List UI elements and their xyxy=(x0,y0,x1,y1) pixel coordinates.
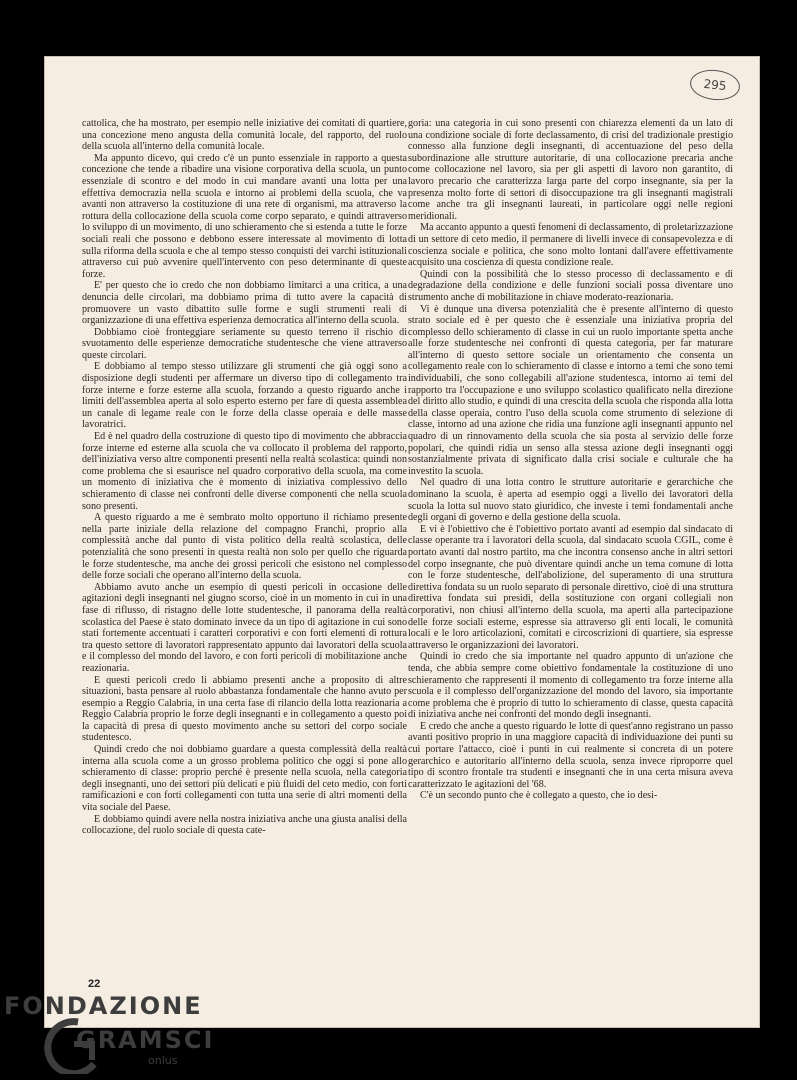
archive-stamp: 295 xyxy=(689,67,742,102)
paragraph: Vi è dunque una diversa potenzialità che è presente all'interno di questo strato sociale ed è per questo che è essenziale una iniziativa propria del complesso dello schieramento di classe in cui un ruolo importante spetta anche alle forze studentesche nei confronti di questa categoria, per far maturare all'interno di questo settore sociale un orientamento che consenta un collegamento reale con lo schieramento di classe e intorno a temi che sono temi individuabili, che sono collegabili all'azione studentesca, intorno ai temi del rapporto tra l'occupazione e uno sviluppo scolastico qualificato nella direzione del diritto allo studio, e quindi di una crescita della scuola che risponda alla lotta della classe operaia, contro l'uso della scuola come strumento di selezione di classe, intorno ad una azione che ridia una funzione agli insegnanti appunto nel quadro di un rinnovamento della scuola che sia posta al servizio delle forze popolari, che quindi ridia un senso alla stessa azione degli insegnanti oggi sostanzialmente privata di significato dalla crisi sociale e culturale che ha investito la scuola. xyxy=(408,303,733,477)
paragraph: E credo che anche a questo riguardo le lotte di quest'anno registrano un passo avanti positivo proprio in una maggiore capacità di individuazione dei punti su cui portare l'attacco, cioè i punti in cui realmente si concreta di un potere gerarchico e autoritario all'interno della scuola, senza invece riproporre quel tipo di scontro frontale tra studenti e insegnanti che in una certa misura aveva caratterizzato le agitazioni del '68. xyxy=(408,720,733,790)
paragraph: Ed è nel quadro della costruzione di questo tipo di movimento che abbraccia forze interne ed esterne alla scuola che va collocato il problema del rapporto, dell'iniziativa verso altre componenti presenti nella realtà scolastica: quindi non come problema che si esaurisce nel quadro corporativo della scuola, ma come un momento di iniziativa che è momento di iniziativa complessivo dello schieramento di classe nei confronti delle diverse componenti che nella scuola sono presenti. xyxy=(82,431,407,512)
right-column xyxy=(408,118,733,802)
paragraph: E dobbiamo quindi avere nella nostra iniziativa anche una giusta analisi della collocazione, del ruolo sociale di questa cate- xyxy=(82,813,407,837)
paragraph: Nel quadro di una lotta contro le strutture autoritarie e gerarchiche che dominano la scuola, è aperta ad esempio oggi a livello dei lavoratori della scuola la lotta sul nuovo stato giuridico, che investe i temi fondamentali anche degli organi di governo e della gestione della scuola. xyxy=(408,477,733,524)
watermark-suffix: onlus xyxy=(148,1054,178,1067)
paragraph: cattolica, che ha mostrato, per esempio nelle iniziative dei comitati di quartiere, una concezione meno angusta della comunità locale, del rapporto, del ruolo della scuola all'interno della comunità locale. xyxy=(82,118,407,153)
paragraph: E dobbiamo al tempo stesso utilizzare gli strumenti che già oggi sono a disposizione degli studenti per affermare un diverso tipo di collegamento tra forze interne e forze esterne alla scuola, forzando a questo riguardo anche i limiti dell'assemblea aperta al solo esperto esterno per fare di questa assemblea un canale di legame reale con le forze della classe operaia e delle masse lavoratrici. xyxy=(82,361,407,431)
page-number: 22 xyxy=(88,978,101,990)
paragraph: Abbiamo avuto anche un esempio di questi pericoli in occasione delle agitazioni degli insegnanti nel giugno scorso, cioè in un momento in cui in una fase di riflusso, di ristagno delle lotte studentesche, il panorama della realtà scolastica del Paese è stato dominato invece da un tipo di agitazione in cui sono stati fortemente accentuati i caratteri corporativi e con forti elementi di rottura tra questo settore di lavoratori rappresentato appunto dai lavoratori della scuola e il complesso del mondo del lavoro, e con forti pericoli di mobilitazione anche reazionaria. xyxy=(82,581,407,674)
watermark-line1: FONDAZIONE xyxy=(4,992,203,1020)
paragraph: Quindi io credo che sia importante nel quadro appunto di un'azione che tenda, che abbia sempre come obiettivo fondamentale la costituzione di uno schieramento che rappresenti il momento di collegamento tra forze interne alla scuola e il complesso dell'organizzazione del mondo del lavoro, sia importante come problema che è proprio di tutto lo schieramento di classe, questa capacità di iniziativa anche nei confronti del mondo degli insegnanti. xyxy=(408,651,733,721)
paragraph: E questi pericoli credo li abbiamo presenti anche a proposito di altre situazioni, basta pensare al ruolo abbastanza fondamentale che hanno avuto per esempio a Reggio Calabria, in una certa fase di rilancio della lotta reazionaria a Reggio Calabria proprio le forze degli insegnanti e in collegamento a questo poi la capacità di presa di questo movimento anche su settori del corpo sociale studentesco. xyxy=(82,674,407,744)
paragraph: Ma accanto appunto a questi fenomeni di declassamento, di proletarizzazione di un settore di ceto medio, il permanere di livelli invece di consapevolezza e di coscienza sociale e politica, che sono molto lontani dall'avere effettivamente acquisito una coscienza di questa condizione reale. xyxy=(408,222,733,269)
paragraph: Dobbiamo cioè fronteggiare seriamente su questo terreno il rischio di svuotamento delle esperienze democratiche studentesche che viene attraverso queste circolari. xyxy=(82,326,407,361)
paragraph: Quindi credo che noi dobbiamo guardare a questa complessità della realtà interna alla scuola come a un grosso problema politico che oggi si pone allo schieramento di classe: proprio perché è presente nella scuola, nella categoria degli insegnanti, uno dei settori più delicati e più fluidi del ceto medio, con forti ramificazioni e con forti collegamenti con tutta una serie di altri momenti della vita sociale del Paese. xyxy=(82,744,407,814)
paragraph: A questo riguardo a me è sembrato molto opportuno il richiamo presente nella parte iniziale della relazione del compagno Franchi, proprio alla complessità anche dal punto di vista politico della realtà scolastica, delle potenzialità che sono presenti in questa realtà non solo per quello che riguarda le forze studentesche, ma anche dei grossi pericoli che esistono nel complesso delle forze sociali che operano all'interno della scuola. xyxy=(82,512,407,582)
paragraph: goria: una categoria in cui sono presenti con chiarezza elementi da un lato di una condizione sociale di forte declassamento, di crisi del tradizionale prestigio connesso alla funzione degli insegnanti, di accentuazione del peso della subordinazione alle strutture autoritarie, di una collocazione precaria anche come collocazione nel lavoro, sia per gli aspetti di lavoro non garantito, di lavoro precario che caratterizza larga parte del corpo insegnante, sia per la presenza molto forte di settori di disoccupazione tra gli insegnanti magistrali come anche tra gli insegnanti laureati, in particolare oggi nelle regioni meridionali. xyxy=(408,118,733,222)
paragraph: C'è un secondo punto che è collegato a questo, che io desi- xyxy=(420,790,658,802)
watermark-line2: GRAMSCI xyxy=(76,1026,215,1054)
left-column xyxy=(82,118,407,837)
paragraph: Quindi con la possibilità che lo stesso processo di declassamento e di degradazione della condizione e delle funzioni sociali possa diventare uno strumento anche di mobilitazione in chiave moderato-reazionaria. xyxy=(408,268,733,303)
paragraph: Ma appunto dicevo, qui credo c'è un punto essenziale in rapporto a questa concezione che tende a ribadire una visione corporativa della scuola, un punto essenziale di scontro e del modo in cui mandare avanti una lotta per una effettiva democrazia nella scuola e intorno ai problemi della scuola, che va avanti non attraverso la costituzione di una rete di organismi, ma attraverso la rottura della collocazione della scuola come corpo separato, e quindi attraverso lo sviluppo di un movimento, di uno schieramento che si estenda a tutte le forze sociali reali che possono e debbono essere interessate al movimento di lotta sulla riforma della scuola e che al tempo stesso conquisti dei varchi istituzionali attraverso cui può avvenire quell'intervento con peso determinante di queste forze. xyxy=(82,152,407,280)
paragraph: E vi è l'obiettivo che è l'obiettivo portato avanti ad esempio dal sindacato di classe operante tra i lavoratori della scuola, dal sindacato scuola CGIL, come è portato avanti dal nostro partito, ma che incontra consenso anche in altri settori del corpo insegnante, che può diventare quindi anche un tema comune di lotta con le forze studentesche, dell'abolizione, del superamento di una struttura direttiva fondata su un ruolo separato di personale direttivo, cioè di una struttura direttiva fondata sui presidi, della sostituzione con organi collegiali non corporativi, non chiusi all'interno della scuola, ma aperti alla partecipazione delle forze sociali esterne, espresse sia attraverso gli enti locali, le comunità locali e le loro articolazioni, comitati e circoscrizioni di quartiere, sia espresse attraverso le organizzazioni dei lavoratori. xyxy=(408,523,733,651)
document-page xyxy=(44,56,760,1028)
paragraph: E' per questo che io credo che non dobbiamo limitarci a una critica, a una denuncia delle circolari, ma dobbiamo prima di tutto avere la capacità di promuovere un vasto dibattito sulle forme e sugli strumenti reali di organizzazione di una effettiva esperienza democratica all'interno della scuola. xyxy=(82,280,407,327)
